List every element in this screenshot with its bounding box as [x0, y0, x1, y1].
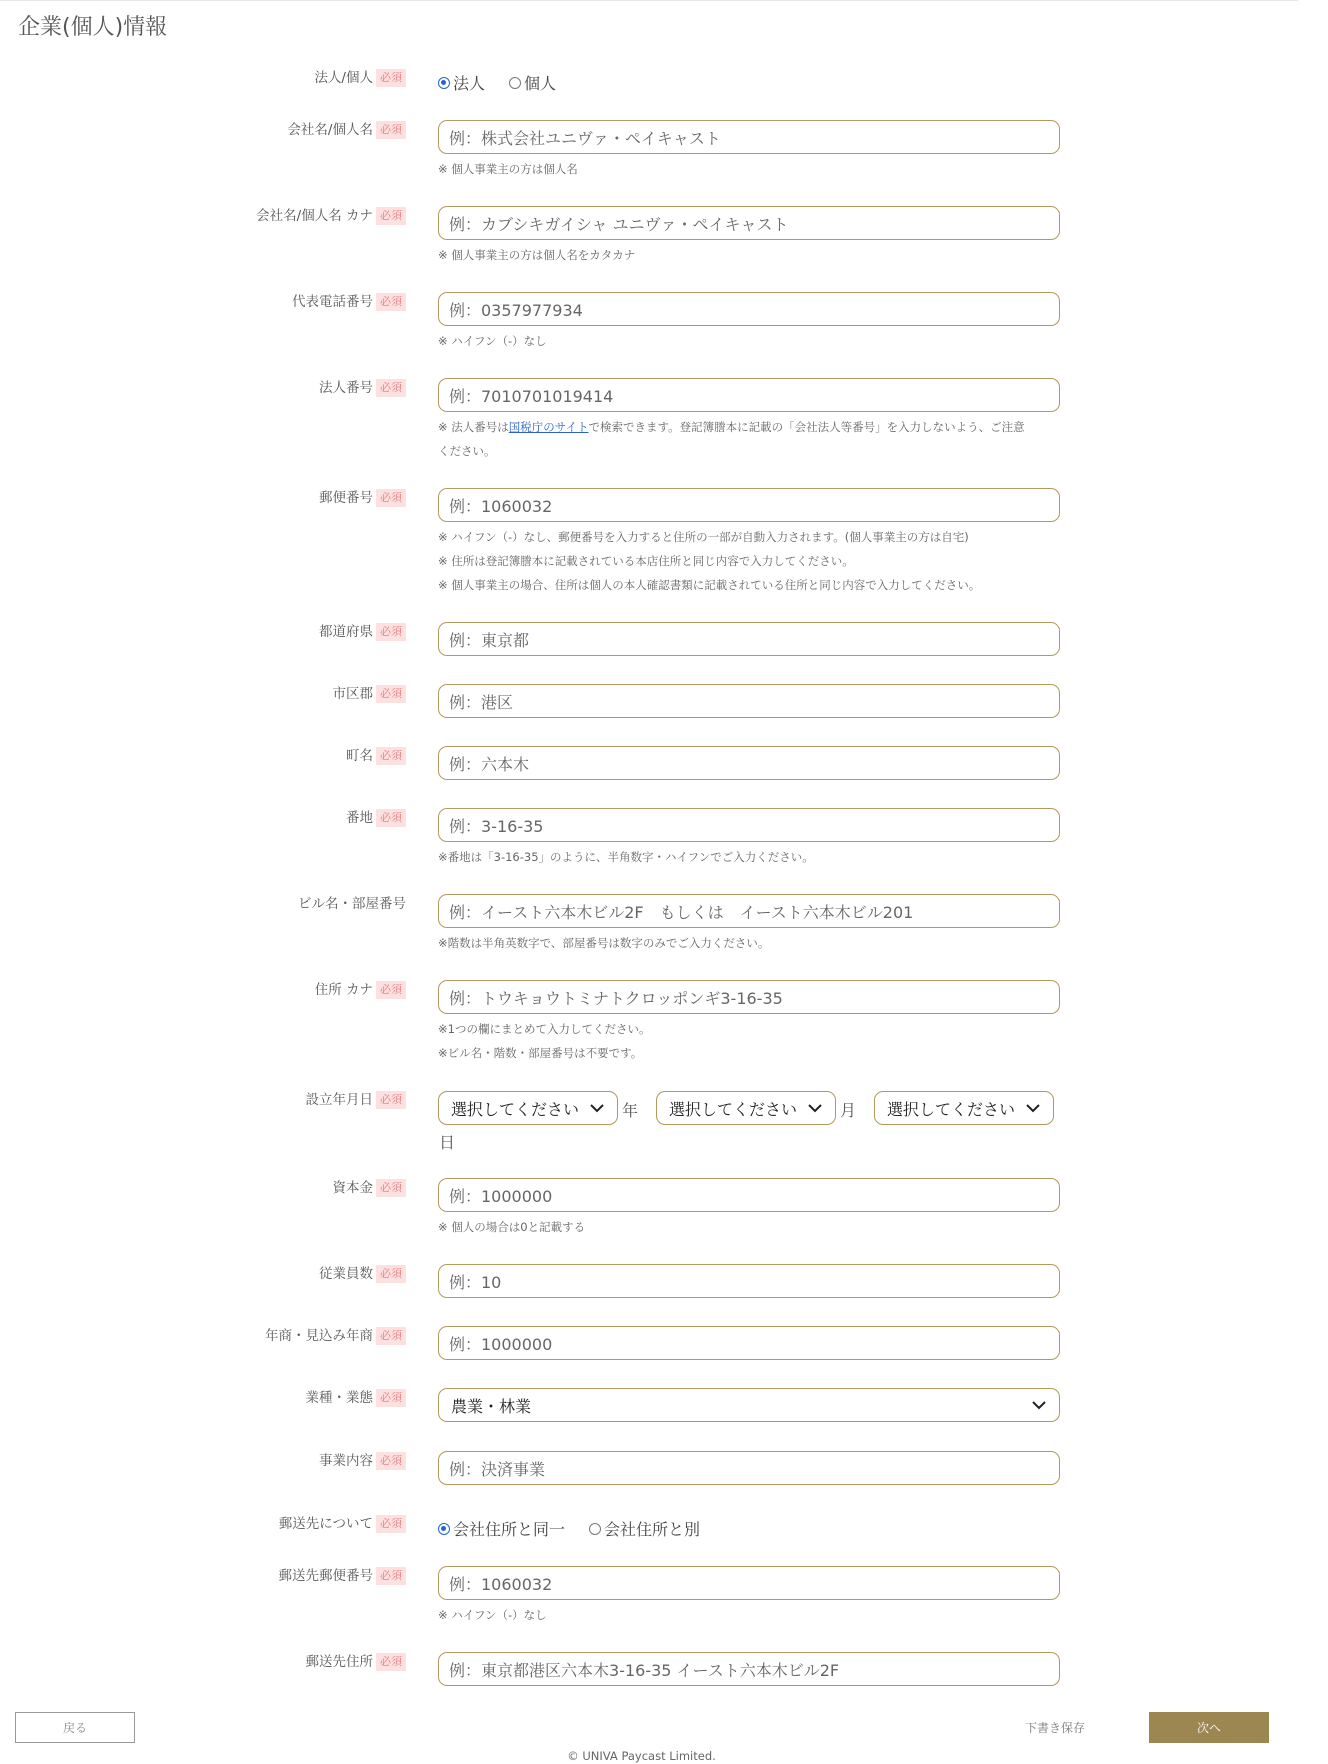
radio-unchecked-icon[interactable]	[589, 1523, 601, 1535]
established-month-select[interactable]	[656, 1091, 836, 1125]
radio-checked-icon[interactable]	[438, 1523, 450, 1535]
block-note: ※番地は「3-16-35」のように、半角数字・ハイフンでご入力ください。	[438, 850, 814, 864]
label-text: 法人/個人	[314, 70, 373, 86]
required-badge: 必須	[376, 1567, 406, 1585]
entity-type-radio-group	[438, 71, 580, 94]
label-company-name-kana	[256, 207, 406, 225]
required-badge: 必須	[376, 1265, 406, 1283]
corporate-number-note-line2: ください。	[438, 444, 496, 458]
label-text: 資本金	[332, 1180, 373, 1196]
required-badge: 必須	[376, 1179, 406, 1197]
label-corporate-number	[319, 379, 406, 397]
select-value: 農業・林業	[451, 1396, 532, 1416]
label-text: 従業員数	[319, 1266, 373, 1282]
back-button[interactable]: 戻る	[15, 1712, 135, 1743]
required-badge: 必須	[376, 293, 406, 311]
label-text: 会社名/個人名	[287, 122, 373, 138]
label-text: 年商・見込み年商	[265, 1328, 373, 1344]
radio-different-address[interactable]	[589, 1517, 700, 1540]
required-badge: 必須	[376, 207, 406, 225]
label-text: 会社名/個人名 カナ	[256, 208, 373, 224]
label-text: 郵送先郵便番号	[278, 1568, 373, 1584]
company-name-note: ※ 個人事業主の方は個人名	[438, 162, 578, 176]
label-address-kana	[315, 981, 406, 999]
label-mailing-postal	[279, 1567, 407, 1585]
annual-sales-input[interactable]: 例：1000000	[438, 1326, 1060, 1360]
required-badge: 必須	[376, 379, 406, 397]
label-postal-code	[319, 489, 406, 507]
label-building	[298, 895, 406, 913]
required-badge: 必須	[376, 1653, 406, 1671]
label-text: 都道府県	[319, 624, 373, 640]
corporate-number-note	[438, 415, 1025, 439]
corporate-number-input[interactable]: 例：7010701019414	[438, 378, 1060, 412]
chevron-down-icon	[807, 1100, 823, 1116]
note-text: ※ 法人番号は	[438, 420, 509, 434]
label-established	[306, 1091, 407, 1109]
label-text: 郵送先について	[278, 1516, 373, 1532]
address-kana-note-1: ※1つの欄にまとめて入力してください。	[438, 1022, 651, 1036]
label-text: 郵送先住所	[305, 1654, 373, 1670]
mailing-address-input[interactable]: 例：東京都港区六本木3-16-35 イースト六本木ビル2F	[438, 1652, 1060, 1686]
note-text: で検索できます。登記簿謄本に記載の「会社法人等番号」を入力しないよう、ご注意	[588, 420, 1025, 434]
label-block	[346, 809, 406, 827]
label-mailing-address	[306, 1653, 407, 1671]
required-badge: 必須	[376, 809, 406, 827]
label-text: 業種・業態	[305, 1390, 373, 1406]
year-suffix: 年	[622, 1101, 639, 1120]
page-title: 企業(個人)情報	[18, 15, 168, 40]
radio-label: 個人	[524, 74, 557, 93]
label-town	[346, 747, 406, 765]
required-badge: 必須	[376, 69, 406, 87]
label-text: 番地	[346, 810, 373, 826]
mailing-postal-note: ※ ハイフン（-）なし	[438, 1608, 547, 1622]
building-input[interactable]: 例：イースト六本木ビル2F もしくは イースト六本木ビル201	[438, 894, 1060, 928]
chevron-down-icon	[1025, 1100, 1041, 1116]
phone-note: ※ ハイフン（-）なし	[438, 334, 547, 348]
capital-note: ※ 個人の場合は0と記載する	[438, 1220, 586, 1234]
radio-corporation[interactable]	[438, 71, 485, 94]
address-kana-note-2: ※ビル名・階数・部屋番号は不要です。	[438, 1046, 643, 1060]
label-text: 設立年月日	[305, 1092, 373, 1108]
required-badge: 必須	[376, 623, 406, 641]
postal-code-input[interactable]: 例：1060032	[438, 488, 1060, 522]
business-input[interactable]: 例：決済事業	[438, 1451, 1060, 1485]
chevron-down-icon	[589, 1100, 605, 1116]
day-suffix: 日	[439, 1133, 456, 1152]
required-badge: 必須	[376, 1452, 406, 1470]
company-name-input[interactable]: 例：株式会社ユニヴァ・ペイキャスト	[438, 120, 1060, 154]
radio-label: 会社住所と同一	[453, 1520, 566, 1539]
label-employees	[319, 1265, 406, 1283]
label-prefecture	[319, 623, 406, 641]
label-entity-type	[314, 69, 406, 87]
label-business	[319, 1452, 406, 1470]
label-text: 住所 カナ	[314, 982, 373, 998]
building-note: ※階数は半角英数字で、部屋番号は数字のみでご入力ください。	[438, 936, 770, 950]
required-badge: 必須	[376, 121, 406, 139]
established-day-select[interactable]	[874, 1091, 1054, 1125]
label-city	[333, 685, 407, 703]
label-phone	[292, 293, 406, 311]
radio-label: 法人	[453, 74, 486, 93]
label-capital	[333, 1179, 407, 1197]
label-text: 市区郡	[332, 686, 373, 702]
prefecture-input[interactable]: 例：東京都	[438, 622, 1060, 656]
nta-site-link[interactable]: 国税庁のサイト	[508, 420, 589, 434]
label-text: 事業内容	[319, 1453, 373, 1469]
employees-input[interactable]: 例：10	[438, 1264, 1060, 1298]
label-mailing	[279, 1515, 406, 1533]
label-text: ビル名・部屋番号	[298, 896, 406, 912]
label-annual-sales	[265, 1327, 406, 1345]
capital-input[interactable]: 例：1000000	[438, 1178, 1060, 1212]
required-badge: 必須	[376, 489, 406, 507]
label-industry	[306, 1389, 407, 1407]
select-value: 選択してください	[887, 1099, 1016, 1119]
radio-unchecked-icon[interactable]	[509, 77, 521, 89]
postal-code-note-2: ※ 住所は登記簿謄本に記載されている本店住所と同じ内容で入力してください。	[438, 554, 854, 568]
industry-select[interactable]	[438, 1388, 1060, 1422]
radio-same-address[interactable]	[438, 1517, 565, 1540]
required-badge: 必須	[376, 1091, 406, 1109]
month-suffix: 月	[840, 1101, 857, 1120]
phone-input[interactable]: 例：0357977934	[438, 292, 1060, 326]
select-value: 選択してください	[669, 1099, 798, 1119]
required-badge: 必須	[376, 1515, 406, 1533]
radio-individual[interactable]	[509, 71, 556, 94]
label-text: 代表電話番号	[292, 294, 373, 310]
city-input[interactable]: 例：港区	[438, 684, 1060, 718]
required-badge: 必須	[376, 1327, 406, 1345]
label-text: 法人番号	[319, 380, 373, 396]
address-kana-input[interactable]: 例：トウキョウトミナトクロッポンギ3-16-35	[438, 980, 1060, 1014]
top-divider	[0, 0, 1298, 1]
block-input[interactable]: 例：3-16-35	[438, 808, 1060, 842]
required-badge: 必須	[376, 981, 406, 999]
postal-code-note-3: ※ 個人事業主の場合、住所は個人の本人確認書類に記載されている住所と同じ内容で入力してください。	[438, 578, 981, 592]
select-value: 選択してください	[451, 1099, 580, 1119]
mailing-postal-input[interactable]: 例：1060032	[438, 1566, 1060, 1600]
label-company-name	[287, 121, 406, 139]
label-text: 郵便番号	[319, 490, 373, 506]
save-draft-link[interactable]: 下書き保存	[1025, 1721, 1086, 1735]
town-input[interactable]: 例：六本木	[438, 746, 1060, 780]
company-name-kana-input[interactable]: 例：カブシキガイシャ ユニヴァ・ペイキャスト	[438, 206, 1060, 240]
footer-copyright: © UNIVA Paycast Limited.	[567, 1749, 716, 1763]
established-year-select[interactable]	[438, 1091, 618, 1125]
required-badge: 必須	[376, 685, 406, 703]
radio-checked-icon[interactable]	[438, 77, 450, 89]
mailing-radio-group	[438, 1517, 724, 1540]
radio-label: 会社住所と別	[604, 1520, 701, 1539]
next-button[interactable]: 次へ	[1149, 1712, 1269, 1743]
required-badge: 必須	[376, 747, 406, 765]
label-text: 町名	[346, 748, 373, 764]
required-badge: 必須	[376, 1389, 406, 1407]
chevron-down-icon	[1031, 1397, 1047, 1413]
postal-code-note-1: ※ ハイフン（-）なし、郵便番号を入力すると住所の一部が自動入力されます。(個人事業主の方は自宅)	[438, 530, 969, 544]
company-name-kana-note: ※ 個人事業主の方は個人名をカタカナ	[438, 248, 636, 262]
